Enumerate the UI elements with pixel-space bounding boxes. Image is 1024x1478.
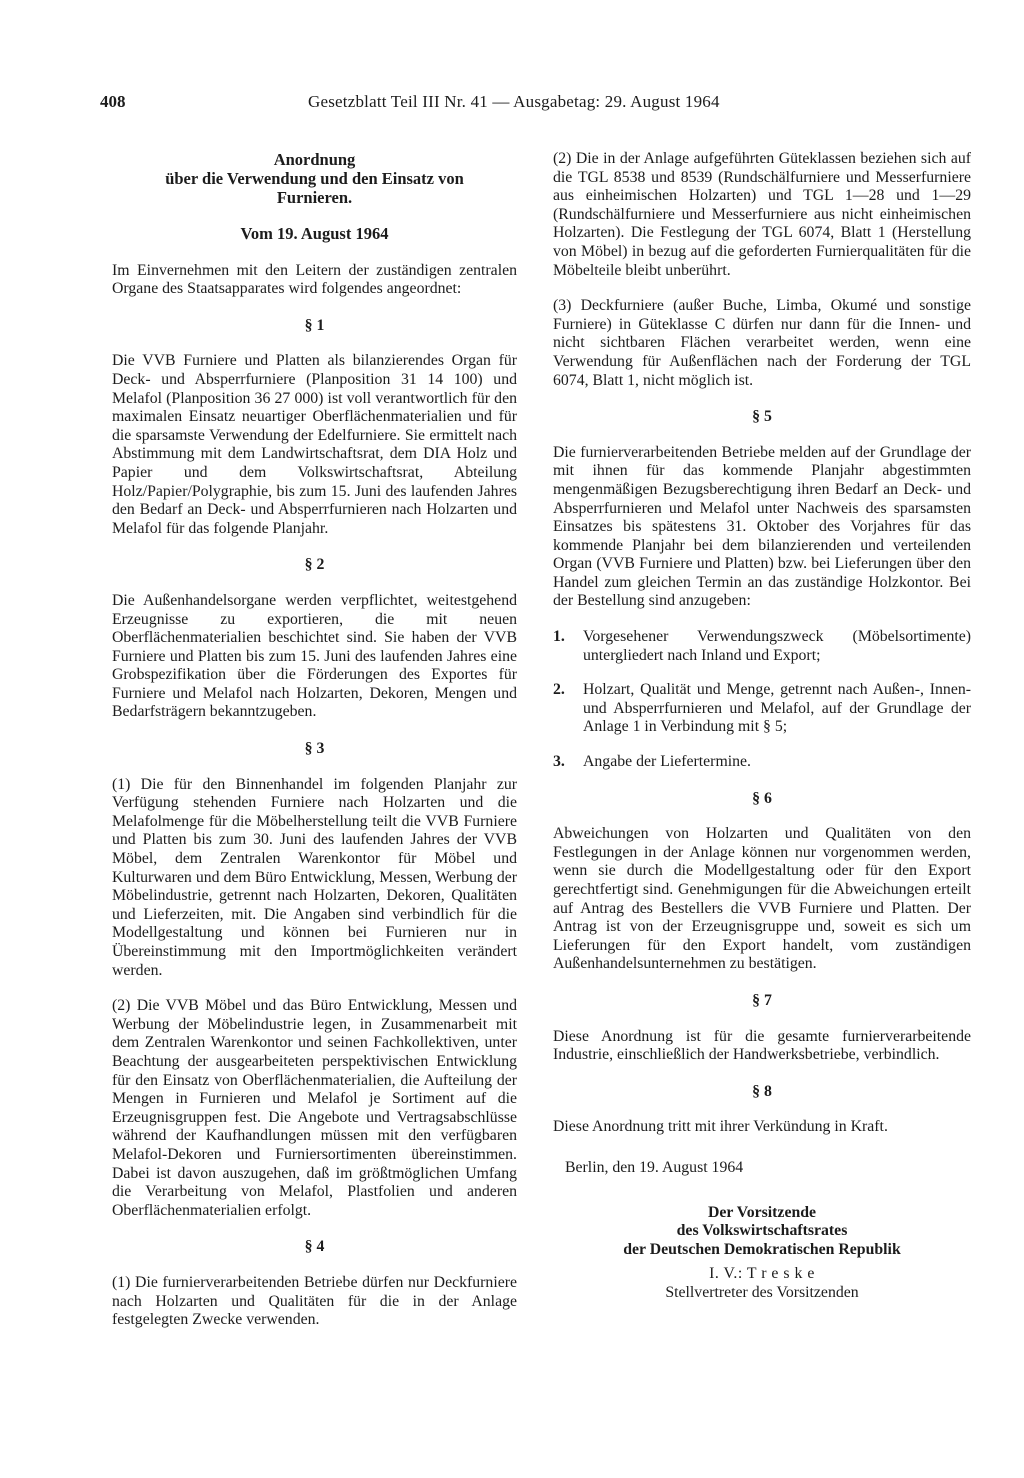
section-heading-1: § 1: [304, 316, 325, 334]
section-heading-4: § 4: [304, 1238, 325, 1256]
document-title: [112, 150, 517, 207]
left-column: [112, 150, 517, 1347]
section-5-text: Die furnierverarbeitenden Betriebe melden auf der Grundlage der mit ihnen für das kommende Planjahr abgestimmten mengenmäßigen Bezugsberechtigung ihren Bedarf an Deck- und Absperrfurnieren und Melafol unter Nachweis des sparsamsten Einsatzes bis spätestens 31. Oktober des Vorjahres für das kommende Planjahr bei dem bilanzierenden und verteilenden Organ (VVB Furniere und Platten) bzw. bei Lieferungen über den Handel zum gleichen Termin an das zuständige Holzkontor. Bei der Bestellung sind anzugeben:: [553, 443, 971, 610]
signatory-org-line-2: des Volkswirtschaftsrates: [676, 1222, 848, 1240]
right-column: [553, 150, 971, 1303]
section-4-paragraph-1: (1) Die furnierverarbeitenden Betriebe dürfen nur Deckfurniere nach Holzarten und Qualitäten für die in der Anlage festgelegten Zwecke verwenden.: [112, 1273, 517, 1329]
section-2-text: Die Außenhandelsorgane werden verpflichtet, weitestgehend Erzeugnisse zu exportieren, die mit neuen Oberflächenmaterialien beschichtet sind. Sie haben der VVB Furniere und Platten bis zum 15. Juni des laufenden Jahres eine Grobspezifikation über die Förderungen des Exportes für Furniere und Melafol nach Holzarten, Dekoren, Mengen und Bedarfsträgern bekanntzugeben.: [112, 591, 517, 721]
section-3-paragraph-1: (1) Die für den Binnenhandel im folgenden Planjahr zur Verfügung stehenden Furniere nach Holzarten und die Melafolmenge für die Möbelherstellung teilt die VVB Furniere und Platten bis zum 30. Juni des laufenden Jahres der VVB Möbel, dem Zentralen Warenkontor für Möbel und Kulturwaren und dem Büro Entwicklung, Messen, Werbung der Möbelindustrie, getrennt nach Holzarten, Dekoren, Qualitäten und Lieferzeiten, mit. Die Angaben sind verbindlich für die Modellgestaltung und können bei Furnieren nur in Übereinstimmung mit den Importmöglichkeiten verändert werden.: [112, 775, 517, 979]
section-5-list: [553, 628, 971, 772]
section-7-text: Diese Anordnung ist für die gesamte furnierverarbeitende Industrie, einschließlich der Handwerksbetriebe, verbindlich.: [553, 1027, 971, 1064]
section-heading-3: § 3: [304, 740, 325, 758]
section-4-paragraph-3: (3) Deckfurniere (außer Buche, Limba, Okumé und sonstige Furniere) in Güteklasse C dürfen nur dann für die Innen- und nicht sichtbaren Flächen verarbeitet werden, wenn eine Verwendung für Außenflächen nach der Forderung der TGL 6074, Blatt 1, nicht möglich ist.: [553, 297, 971, 389]
list-item: [553, 681, 971, 737]
place-and-date: Berlin, den 19. August 1964: [565, 1158, 744, 1176]
section-heading-2: § 2: [304, 556, 325, 574]
list-item-number: 3.: [553, 753, 565, 771]
signatory-name: I. V.: T r e s k e: [709, 1265, 815, 1283]
list-item: [553, 628, 971, 665]
section-6-text: Abweichungen von Holzarten und Qualitäten von den Festlegungen in der Anlage können nur vorgenommen werden, wenn sie durch die Modellgestaltung oder für den Export gerechtfertigt sind. Genehmigungen für die Abweichungen erteilt auf Antrag des Bestellers die VVB Furniere und Platten. Der Antrag ist von der Erzeugnisgruppe und, soweit es sich um Lieferungen für den Export handelt, vom zuständigen Außenhandelsunternehmen zu bestätigen.: [553, 825, 971, 973]
list-item-number: 1.: [553, 628, 565, 646]
preamble: Im Einvernehmen mit den Leitern der zuständigen zentralen Organe des Staatsapparates wird folgendes angeordnet:: [112, 261, 517, 298]
title-line-1: Anordnung: [273, 150, 356, 169]
section-heading-7: § 7: [752, 991, 772, 1009]
title-line-3: Furnieren.: [276, 188, 353, 207]
signature-block: [553, 1204, 971, 1303]
section-3-paragraph-2: (2) Die VVB Möbel und das Büro Entwicklung, Messen und Werbung der Möbelindustrie legen, in Zusammenarbeit mit dem Zentralen Warenkontor und seinen Fachkollektiven, unter Beachtung der ausgearbeiteten perspektivischen Entwicklung für den Einsatz von Oberflächenmaterialien, die Aufteilung der Mengen in Furnieren und Melafol je Sortiment auf die Erzeugnisgruppen fest. Die Angebote und Vertragsabschlüsse während der Kaufhandlungen müssen mit den verfügbaren Melafol-Dekoren und Furniersortimenten übereinstimmen. Dabei ist davon auszugehen, daß im größtmöglichen Umfang die Verarbeitung von Melafol, Plastfolien und anderen Oberflächenmaterialien erfolgt.: [112, 997, 517, 1219]
section-heading-8: § 8: [752, 1082, 772, 1100]
list-item: [553, 753, 971, 772]
section-4-paragraph-2: (2) Die in der Anlage aufgeführten Güteklassen beziehen sich auf die TGL 8538 und 8539 (Rundschälfurniere und Messerfurniere aus einheimischen Holzarten) und TGL 1—28 und 1—29 (Rundschälfurniere und Messerfurniere aus nicht einheimischen Holzarten). Die Festlegung der TGL 6074, Blatt 1 (Herstellung von Möbel) in bezug auf die geforderten Furnierqualitäten für die Möbelteile bleibt unberührt.: [553, 150, 971, 279]
date-heading: Vom 19. August 1964: [240, 224, 389, 243]
section-8-text: Diese Anordnung tritt mit ihrer Verkündung in Kraft.: [553, 1118, 888, 1136]
page-number: 408: [100, 92, 126, 111]
section-heading-6: § 6: [752, 789, 772, 807]
list-item-text: Angabe der Liefertermine.: [583, 753, 751, 771]
signatory-org-line-1: Der Vorsitzende: [707, 1203, 817, 1221]
running-header: Gesetzblatt Teil III Nr. 41 — Ausgabetag: 29. August 1964: [308, 92, 720, 111]
section-heading-5: § 5: [752, 408, 772, 426]
list-item-text: Holzart, Qualität und Menge, getrennt nach Außen-, Innen- und Absperrfurnieren und Melafol, auf der Grundlage der Anlage 1 in Verbindung mit § 5;: [583, 681, 971, 736]
list-item-number: 2.: [553, 681, 565, 699]
title-line-2: über die Verwendung und den Einsatz von: [165, 169, 464, 188]
signatory-role: Stellvertreter des Vorsitzenden: [665, 1283, 859, 1301]
list-item-text: Vorgesehener Verwendungszweck (Möbelsortimente) untergliedert nach Inland und Export;: [583, 628, 971, 664]
signatory-org-line-3: der Deutschen Demokratischen Republik: [623, 1240, 901, 1258]
section-1-text: Die VVB Furniere und Platten als bilanzierendes Organ für Deck- und Absperrfurniere (Planposition 31 14 100) und Melafol (Planposition 36 27 000) ist voll verantwortlich für den maximalen Einsatz neuartiger Oberflächenmaterialien und für die sparsamste Verwendung der Edelfurniere. Sie ermittelt nach Abstimmung mit dem Landwirtschaftsrat, dem DIA Holz und Papier und dem Volkswirtschaftsrat, Abteilung Holz/Papier/Polygraphie, bis zum 15. Juni des laufenden Jahres den Bedarf an Deck- und Absperrfurnieren nach Holzarten und Melafol für das folgende Planjahr.: [112, 352, 517, 537]
